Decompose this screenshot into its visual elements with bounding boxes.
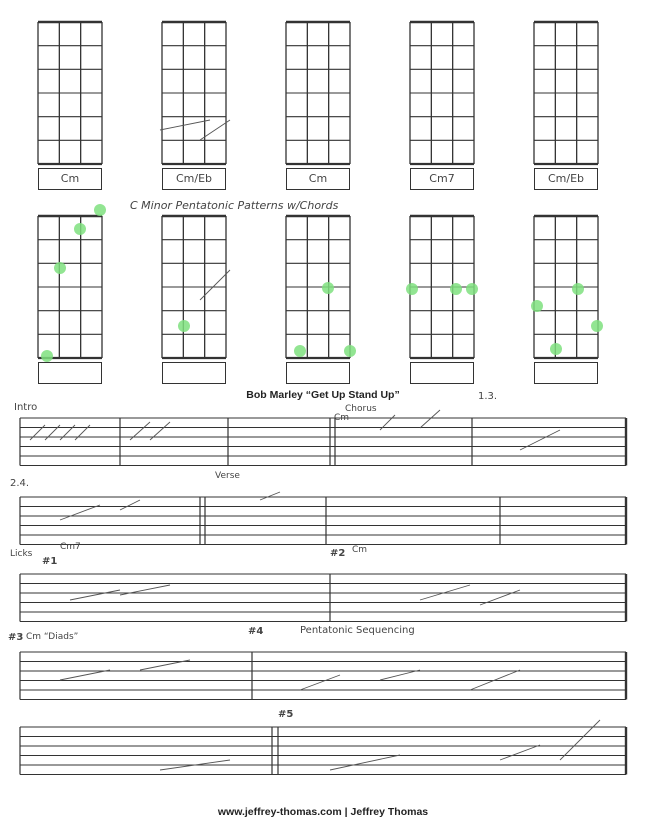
- label-repeat-1: 1.3.: [478, 391, 498, 402]
- empty-box-2: [162, 362, 226, 384]
- chord-box-1: [38, 168, 102, 190]
- label-lick4-num: #4: [248, 626, 264, 637]
- highlight-dot: [41, 350, 53, 362]
- highlight-dot: [344, 345, 356, 357]
- highlight-dot: [450, 283, 462, 295]
- chord-name: Cm/Eb: [175, 172, 213, 185]
- highlight-dot: [94, 204, 106, 216]
- chord-diagram-row-top: [38, 22, 598, 164]
- chord-name: Cm: [60, 172, 80, 185]
- chord-diagram-1: [38, 22, 102, 164]
- pentatonic-diagram-row: [38, 204, 603, 362]
- tab-notation-scribbles: [30, 120, 600, 770]
- song-title: Bob Marley “Get Up Stand Up”: [246, 389, 400, 401]
- label-lick3-label: Cm “Diads”: [26, 632, 79, 642]
- empty-box-5: [534, 362, 598, 384]
- label-lick4-label: Pentatonic Sequencing: [300, 625, 415, 636]
- empty-box-4: [410, 362, 474, 384]
- tab-staves: [20, 418, 626, 775]
- chord-box-4: [410, 168, 474, 190]
- label-intro: Intro: [14, 402, 38, 413]
- label-licks: Licks: [10, 549, 33, 559]
- highlight-dot: [74, 223, 86, 235]
- highlight-dot: [591, 320, 603, 332]
- chord-diagram-4: [410, 22, 474, 164]
- slur-stroke: [60, 505, 100, 520]
- tab-staff-2: [20, 497, 626, 545]
- label-lick3-num: #3: [8, 632, 24, 643]
- highlight-dot: [322, 282, 334, 294]
- chord-box-3: [286, 168, 350, 190]
- chord-name: Cm: [308, 172, 328, 185]
- pentatonic-diagram-1: [38, 216, 102, 358]
- tab-staff-4: [20, 652, 626, 700]
- label-lick2-chord: Cm: [352, 545, 368, 555]
- highlight-dot: [572, 283, 584, 295]
- slur-stroke: [260, 492, 280, 500]
- pentatonic-diagram-5: [534, 216, 598, 358]
- highlight-dot: [466, 283, 478, 295]
- tab-staff-1: [20, 418, 626, 466]
- chord-diagram-2: [162, 22, 226, 164]
- empty-box-3: [286, 362, 350, 384]
- label-lick1-num: #1: [42, 556, 58, 567]
- slur-stroke: [160, 120, 210, 130]
- highlight-dot: [294, 345, 306, 357]
- slur-stroke: [120, 500, 140, 510]
- chord-name: Cm/Eb: [547, 172, 585, 185]
- pentatonic-diagram-2: [162, 216, 226, 358]
- slur-stroke: [500, 745, 540, 760]
- chord-box-2: [162, 168, 226, 190]
- chord-diagram-3: [286, 22, 350, 164]
- label-repeat-2: 2.4.: [10, 478, 30, 489]
- highlight-dot: [531, 300, 543, 312]
- label-chorus-chord: Cm: [334, 413, 350, 423]
- empty-box-1: [38, 362, 102, 384]
- slur-stroke: [420, 410, 440, 428]
- label-chorus: Chorus: [345, 404, 377, 414]
- pentatonic-heading: C Minor Pentatonic Patterns w/Chords: [130, 199, 339, 212]
- slur-stroke: [330, 755, 400, 770]
- label-lick1-chord: Cm7: [60, 542, 81, 552]
- slur-stroke: [300, 675, 340, 690]
- label-verse: Verse: [215, 471, 240, 481]
- label-lick2-num: #2: [330, 548, 346, 559]
- label-lick5-num: #5: [278, 709, 294, 720]
- chord-box-5: [534, 168, 598, 190]
- pentatonic-diagram-3: [286, 216, 350, 358]
- slur-stroke: [560, 720, 600, 760]
- footer-credit: www.jeffrey-thomas.com | Jeffrey Thomas: [217, 806, 429, 818]
- slur-stroke: [70, 590, 120, 600]
- tab-staff-3: [20, 574, 626, 622]
- highlight-dot: [178, 320, 190, 332]
- highlight-dot: [406, 283, 418, 295]
- highlight-dot: [54, 262, 66, 274]
- highlight-dot: [550, 343, 562, 355]
- chord-name: Cm7: [429, 172, 455, 185]
- chord-diagram-5: [534, 22, 598, 164]
- pentatonic-diagram-4: [410, 216, 474, 358]
- tab-staff-5: [20, 727, 626, 775]
